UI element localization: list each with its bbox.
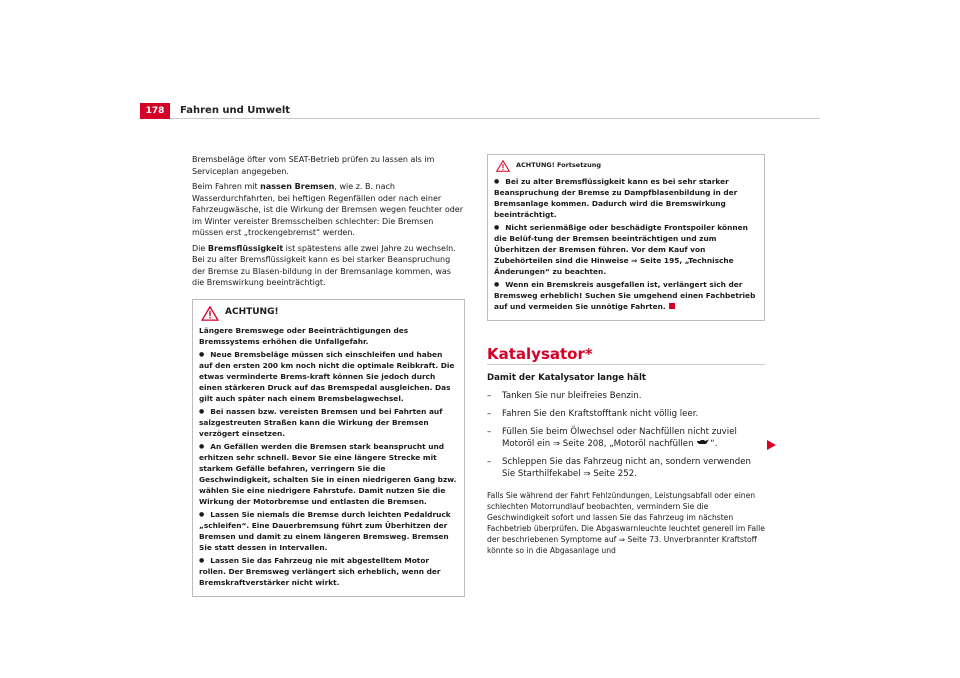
warning-continued-title: ACHTUNG! Fortsetzung — [516, 161, 601, 170]
warning-box — [192, 299, 465, 597]
page-link-arrow: ⇒ — [631, 256, 638, 265]
warning-body — [193, 325, 464, 588]
header-rule — [170, 118, 820, 119]
list-item: – Tanken Sie nur bleifreies Benzin. — [487, 390, 765, 402]
right-column — [487, 154, 765, 556]
warning-item: ● Bei zu alter Bremsflüssigkeit kann es bei sehr starker Beanspruchung der Bremse zu Dampfblasenbildung in der Bremsanlage kommen. Dadurch wird die Bremswirkung beeinträchtigt. — [494, 176, 758, 220]
list-item: – Füllen Sie beim Ölwechsel oder Nachfüllen nicht zuviel Motoröl ein ⇒ Seite 208, „Motoröl nachfüllen “. — [487, 426, 765, 450]
section-title: Katalysator* — [487, 349, 765, 365]
list-item: – Schleppen Sie das Fahrzeug nicht an, sondern verwenden Sie Starthilfekabel ⇒ Seite 252. — [487, 456, 765, 480]
warning-intro: Längere Bremswege oder Beeinträchtigungen des Bremssystems erhöhen die Unfallgefahr. — [199, 325, 409, 346]
subheading: Damit der Katalysator lange hält — [487, 372, 647, 383]
paragraph-brake-fluid: Die Bremsflüssigkeit ist spätestens alle zwei Jahre zu wechseln. Bei zu alter Bremsflüssigkeit kann es bei starker Beanspruchung der Bremse zu Blasen-bildung in der Bremsanlage kommen, was die Bremswirkung beeinträchtigt. — [192, 243, 456, 287]
list-item: – Fahren Sie den Kraftstofftank nicht völlig leer. — [487, 408, 765, 420]
warning-triangle-icon — [496, 160, 510, 172]
end-mark-icon — [669, 303, 675, 309]
warning-title: ACHTUNG! — [225, 307, 279, 318]
paragraph-misfire: Falls Sie während der Fahrt Fehlzündungen, Leistungsabfall oder einen schlechten Motorrundlauf beobachten, vermindern Sie die Geschwindigkeit sofort und lassen Sie das Fahrzeug im nächsten Fachbetrieb überprüfen. Die Abgaswarnleuchte leuchtet generell im Falle der beschriebenen Symptome auf ⇒ Seite 73. Unverbrannter Kraftstoff könnte so in die Abgasanlage und — [487, 491, 765, 555]
page-number: 178 — [140, 103, 170, 119]
warning-continued-header — [488, 155, 764, 176]
page-header — [140, 103, 820, 119]
warning-item: ● Lassen Sie niemals die Bremse durch leichten Pedaldruck „schleifen“. Eine Dauerbremsung führt zum Überhitzen der Bremsen und damit zu einem längeren Bremsweg. Bremsen Sie statt dessen in Intervallen. — [199, 509, 458, 553]
next-page-arrow-icon[interactable] — [765, 439, 777, 451]
warning-item: ● Bei nassen bzw. vereisten Bremsen und bei Fahrten auf salzgestreuten Straßen kann die Wirkung der Bremsen verzögert einsetzen. — [199, 406, 458, 439]
warning-header — [193, 300, 464, 325]
warning-item: ● Lassen Sie das Fahrzeug nie mit abgestelltem Motor rollen. Der Bremsweg verlängert sich erheblich, wenn der Bremskraftverstärker nicht wirkt. — [199, 555, 458, 588]
chapter-title: Fahren und Umwelt — [180, 105, 291, 116]
warning-triangle-icon — [201, 306, 219, 321]
warning-item: ● Neue Bremsbeläge müssen sich einschleifen und haben auf den ersten 200 km noch nicht die optimale Reibkraft. Die etwas verminderte Brems-kraft können Sie jedoch durch einen stärkeren Druck auf das Bremspedal ausgleichen. Das gilt auch später nach einem Bremsbelagwechsel. — [199, 349, 458, 404]
paragraph-wet-brakes: Beim Fahren mit nassen Bremsen, wie z. B. nach Wasserdurchfahrten, bei heftigen Regenfällen oder nach einer Fahrzeugwäsche, ist die Wirkung der Bremsen wegen feuchter oder im Winter vereister Bremsscheiben schlechter: Die Bremsen müssen erst „trockengebremst“ werden. — [192, 182, 463, 237]
page-link[interactable]: Seite 195, — [637, 256, 683, 265]
warning-item: ● An Gefällen werden die Bremsen stark beansprucht und erhitzen sehr schnell. Bevor Sie eine längere Strecke mit starkem Gefälle befahren, verringern Sie die Geschwindigkeit, schalten Sie in einen niedrigeren Gang bzw. wählen Sie eine niedrigere Fahrstufe. Damit nutzen Sie die Wirkung der Motorbremse und entlasten die Bremsen. — [199, 441, 458, 507]
warning-continued-box — [487, 154, 765, 321]
left-column — [192, 154, 465, 597]
warning-item: ● Nicht serienmäßige oder beschädigte Frontspoiler können die Belüf-tung der Bremsen beeinträchtigen und zum Überhitzen der Bremsen führen. Vor dem Kauf von Zubehörteilen sind die Hinweise ⇒ Seite 195, „Technische Änderungen“ zu beachten. — [494, 222, 758, 277]
warning-continued-body — [488, 176, 764, 312]
warning-item: ● Wenn ein Bremskreis ausgefallen ist, verlängert sich der Bremsweg erheblich! Suchen Sie umgehend einen Fachbetrieb auf und vermeiden Sie unnötige Fahrten. — [494, 279, 758, 312]
oil-can-icon — [696, 438, 710, 446]
paragraph-brake-pads: Bremsbeläge öfter vom SEAT-Betrieb prüfen zu lassen als im Serviceplan angegeben. — [192, 155, 435, 176]
